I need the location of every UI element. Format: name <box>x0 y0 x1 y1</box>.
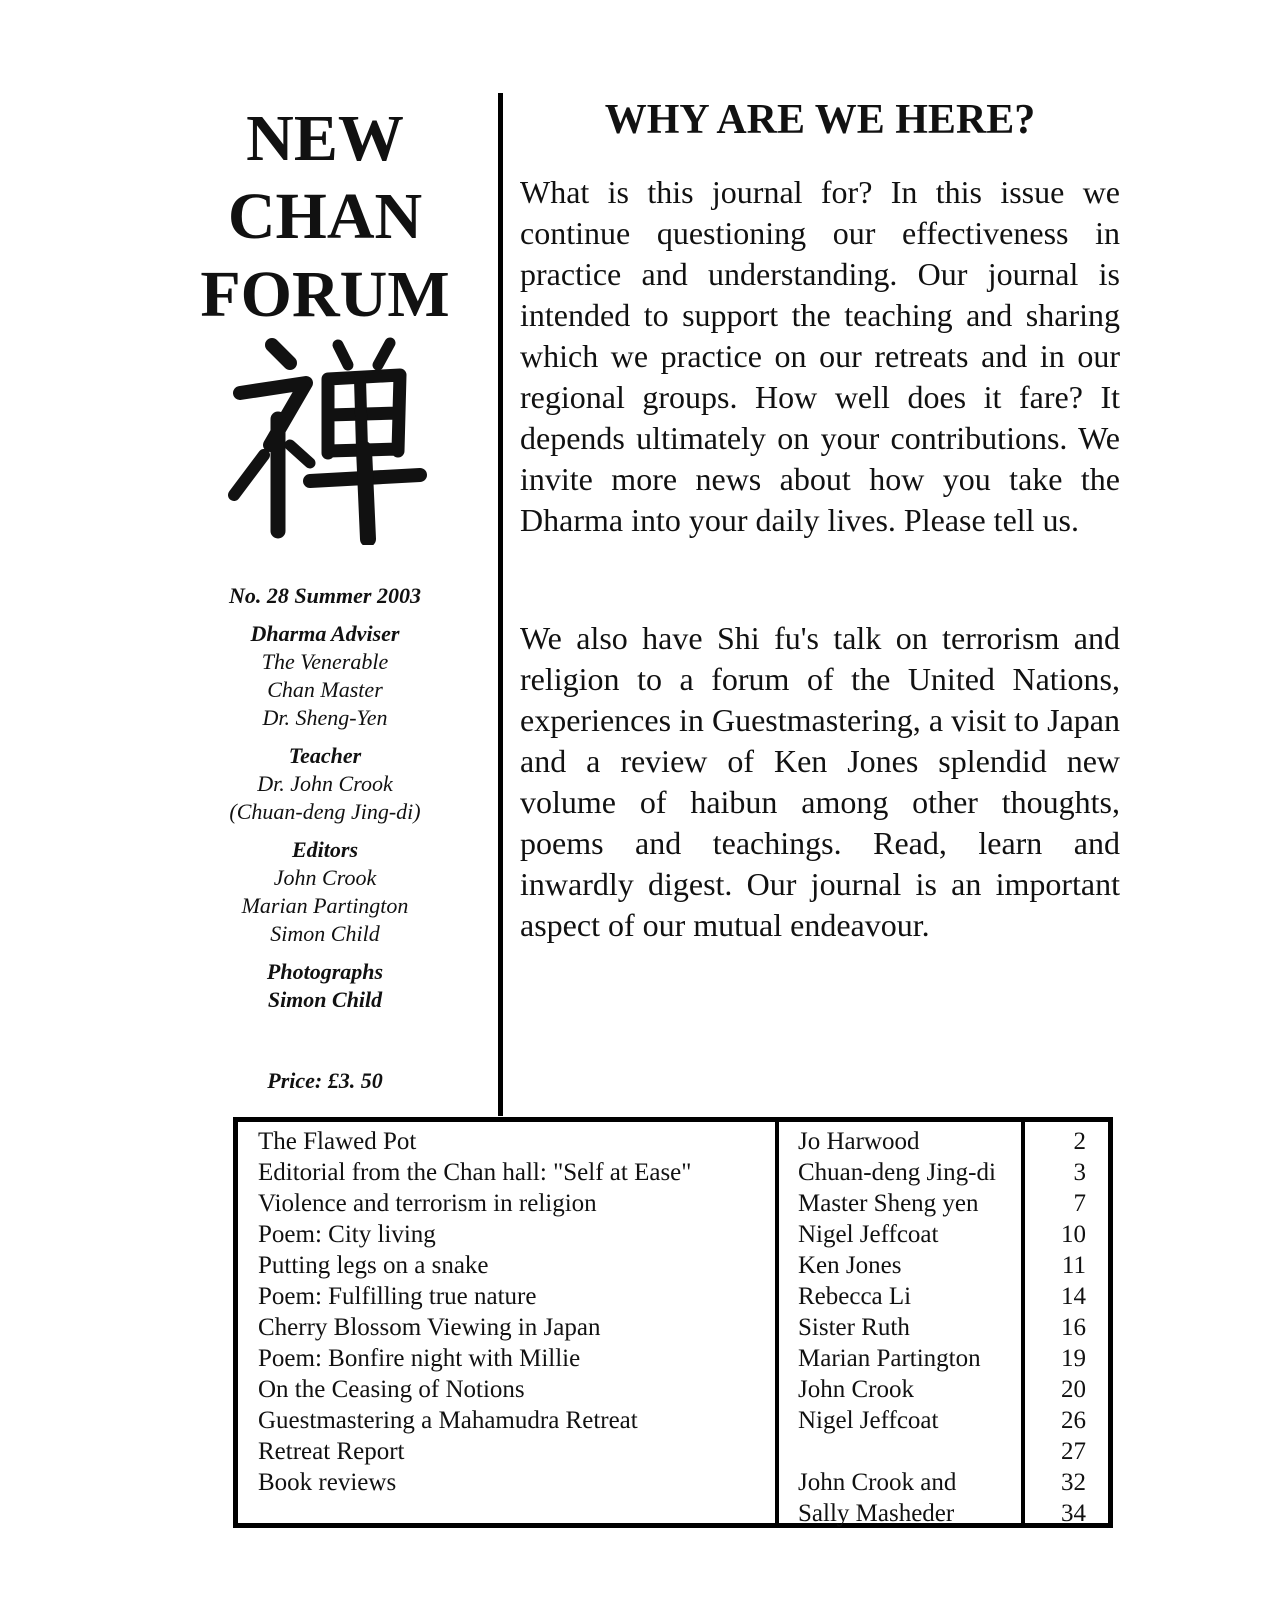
contents-author: Rebecca Li <box>798 1283 912 1310</box>
contents-author: Master Sheng yen <box>798 1190 979 1217</box>
contents-row <box>238 1405 1108 1436</box>
contents-table <box>233 1117 1113 1528</box>
contents-page: 2 <box>1073 1128 1086 1155</box>
contents-page: 34 <box>1061 1500 1086 1527</box>
masthead-sidebar <box>190 582 460 1014</box>
contents-title: Poem: City living <box>258 1221 436 1248</box>
contents-page: 10 <box>1061 1221 1086 1248</box>
contents-row <box>238 1219 1108 1250</box>
contents-row <box>238 1250 1108 1281</box>
contents-page: 14 <box>1061 1283 1086 1310</box>
photographs-name: Simon Child <box>267 987 383 1012</box>
editor-line: John Crook <box>273 865 377 890</box>
contents-title: Book reviews <box>258 1469 397 1496</box>
contents-page: 26 <box>1061 1407 1086 1434</box>
editor-line: Simon Child <box>270 921 380 946</box>
contents-author: John Crook and <box>798 1469 957 1496</box>
teacher-line: (Chuan-deng Jing-di) <box>229 799 421 824</box>
contents-page: 20 <box>1061 1376 1086 1403</box>
contents-row <box>238 1188 1108 1219</box>
contents-row <box>238 1126 1108 1157</box>
adviser-heading: Dharma Adviser <box>250 621 400 646</box>
article-paragraph: We also have Shi fu's talk on terrorism and religion to a forum of the United Nations, experiences in Guestmastering, a visit to Japan and a review of Ken Jones splendid new volume of haibun among other thoughts, poems and teachings. Read, learn and inwardly digest. Our journal is an important aspect of our mutual endeavour. <box>520 620 1120 943</box>
teacher-line: Dr. John Crook <box>257 771 393 796</box>
contents-author: Nigel Jeffcoat <box>798 1407 939 1434</box>
masthead-line-3: FORUM <box>200 258 450 331</box>
contents-author: John Crook <box>798 1376 914 1403</box>
contents-title: Putting legs on a snake <box>258 1252 489 1279</box>
contents-author: Nigel Jeffcoat <box>798 1221 939 1248</box>
contents-title: Poem: Fulfilling true nature <box>258 1283 537 1310</box>
contents-page: 27 <box>1061 1438 1086 1465</box>
contents-title: The Flawed Pot <box>258 1128 417 1155</box>
contents-title: Poem: Bonfire night with Millie <box>258 1345 581 1372</box>
contents-title: Guestmastering a Mahamudra Retreat <box>258 1407 638 1434</box>
photographs-heading: Photographs <box>266 959 384 984</box>
contents-title: Retreat Report <box>258 1438 405 1465</box>
adviser-line: The Venerable <box>261 649 389 674</box>
contents-author: Sister Ruth <box>798 1314 910 1341</box>
contents-row <box>238 1281 1108 1312</box>
editors-heading: Editors <box>291 837 359 862</box>
chan-character-icon <box>220 335 430 545</box>
article-title: WHY ARE WE HERE? <box>604 97 1036 143</box>
price-label: Price: £3. 50 <box>267 1068 383 1093</box>
contents-title: Cherry Blossom Viewing in Japan <box>258 1314 601 1341</box>
contents-page: 32 <box>1061 1469 1086 1496</box>
contents-row <box>238 1498 1108 1529</box>
masthead-line-2: CHAN <box>227 180 423 253</box>
contents-title: On the Ceasing of Notions <box>258 1376 525 1403</box>
column-divider <box>498 93 503 1116</box>
article-paragraph: What is this journal for? In this issue we continue questioning our effectiveness in practice and understanding. Our journal is intended to support the teaching and sharing which we practice on our retreats and in our regional groups. How well does it fare? It depends ultimately on your contributions. We invite more news about how you take the Dharma into your daily lives. Please tell us. <box>520 174 1120 538</box>
contents-page: 11 <box>1061 1252 1086 1279</box>
editor-line: Marian Partington <box>241 893 409 918</box>
contents-row <box>238 1374 1108 1405</box>
contents-author: Ken Jones <box>798 1252 902 1279</box>
contents-author: Chuan-deng Jing-di <box>798 1159 996 1186</box>
adviser-line: Dr. Sheng-Yen <box>262 705 388 730</box>
contents-page: 7 <box>1073 1190 1086 1217</box>
contents-author: Sally Masheder <box>798 1500 955 1527</box>
contents-row <box>238 1467 1108 1498</box>
contents-row <box>238 1343 1108 1374</box>
journal-masthead <box>190 100 460 334</box>
contents-row <box>238 1157 1108 1188</box>
contents-page: 16 <box>1061 1314 1086 1341</box>
contents-title: Editorial from the Chan hall: "Self at Ease" <box>258 1159 692 1186</box>
contents-rows <box>238 1122 1108 1529</box>
teacher-heading: Teacher <box>288 743 362 768</box>
contents-author: Jo Harwood <box>798 1128 920 1155</box>
contents-row <box>238 1436 1108 1467</box>
contents-title: Violence and terrorism in religion <box>258 1190 597 1217</box>
contents-author: Marian Partington <box>798 1345 981 1372</box>
contents-row <box>238 1312 1108 1343</box>
contents-page: 19 <box>1061 1345 1086 1372</box>
contents-page: 3 <box>1073 1159 1086 1186</box>
adviser-line: Chan Master <box>267 677 383 702</box>
issue-line: No. 28 Summer 2003 <box>229 583 421 608</box>
masthead-line-1: NEW <box>246 102 404 175</box>
